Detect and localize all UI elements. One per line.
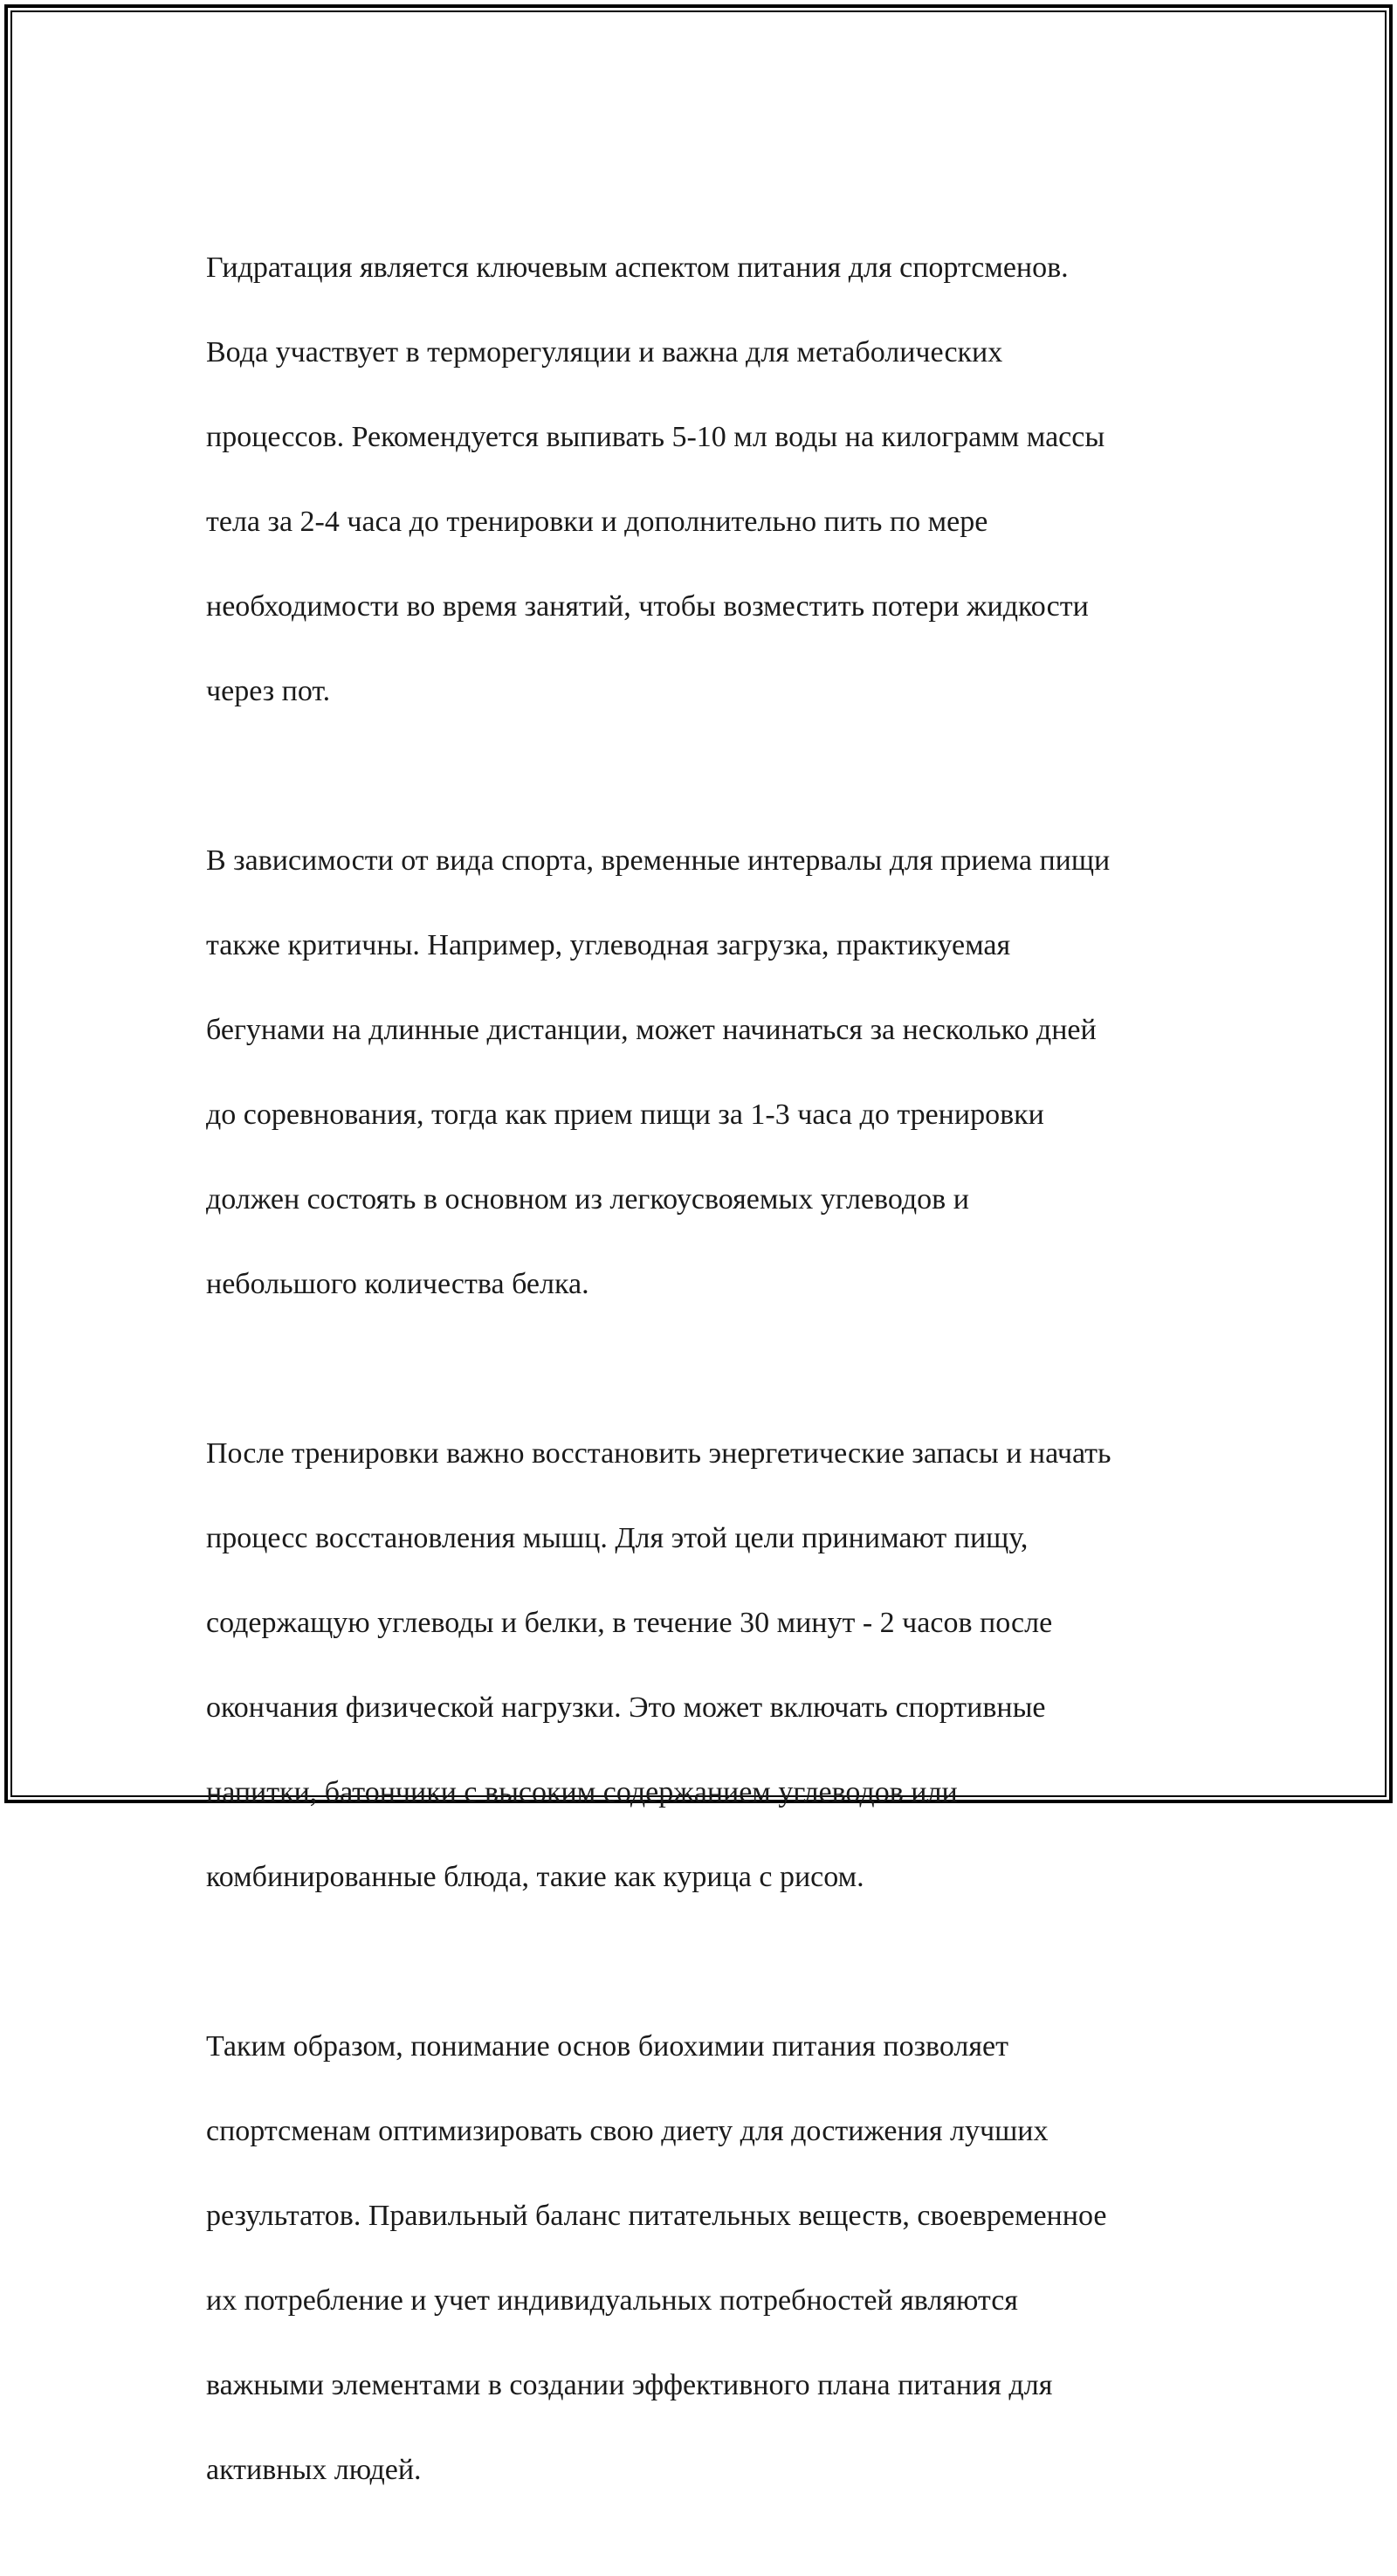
text-line: В зависимости от вида спорта, временные интервалы для приема пищи [206,844,1111,877]
text-line: их потребление и учет индивидуальных потребностей являются [206,2283,1018,2317]
text-line: бегунами на длинные дистанции, может начинаться за несколько дней [206,1013,1097,1046]
text-line: окончания физической нагрузки. Это может включать спортивные [206,1691,1046,1724]
text-line: спортсменам оптимизировать свою диету для достижения лучших [206,2114,1049,2147]
text-line: результатов. Правильный баланс питательных веществ, своевременное [206,2199,1107,2232]
text-line: активных людей. [206,2453,422,2486]
text-line: необходимости во время занятий, чтобы возместить потери жидкости [206,589,1089,623]
text-line: также критичны. Например, углеводная загрузка, практикуемая [206,928,1011,961]
text-line: После тренировки важно восстановить энергетические запасы и начать [206,1436,1111,1470]
text-line: через пот. [206,674,331,707]
text-line: содержащую углеводы и белки, в течение 30 минут - 2 часов после [206,1606,1053,1639]
paragraph-conclusion [206,1983,1193,2534]
text-line: напитки, батончики с высоким содержанием углеводов или [206,1775,958,1808]
text-line: Таким образом, понимание основ биохимии питания позволяет [206,2029,1008,2063]
paragraph-meal-timing [206,797,1193,1348]
text-line: небольшого количества белка. [206,1267,589,1300]
paragraph-hydration [206,204,1193,755]
text-line: комбинированные блюда, такие как курица с рисом. [206,1860,864,1893]
text-line: тела за 2-4 часа до тренировки и дополнительно пить по мере [206,505,988,538]
text-line: Гидратация является ключевым аспектом питания для спортсменов. [206,251,1069,284]
document-body [206,204,1193,2576]
text-line: Вода участвует в терморегуляции и важна для метаболических [206,335,1003,368]
paragraph-recovery [206,1390,1193,1941]
text-line: процессов. Рекомендуется выпивать 5-10 мл воды на килограмм массы [206,420,1105,453]
text-line: должен состоять в основном из легкоусвояемых углеводов и [206,1182,969,1216]
text-line: процесс восстановления мышц. Для этой цели принимают пищу, [206,1521,1029,1554]
text-line: до соревнования, тогда как прием пищи за 1-3 часа до тренировки [206,1098,1044,1131]
text-line: важными элементами в создании эффективного плана питания для [206,2368,1053,2401]
